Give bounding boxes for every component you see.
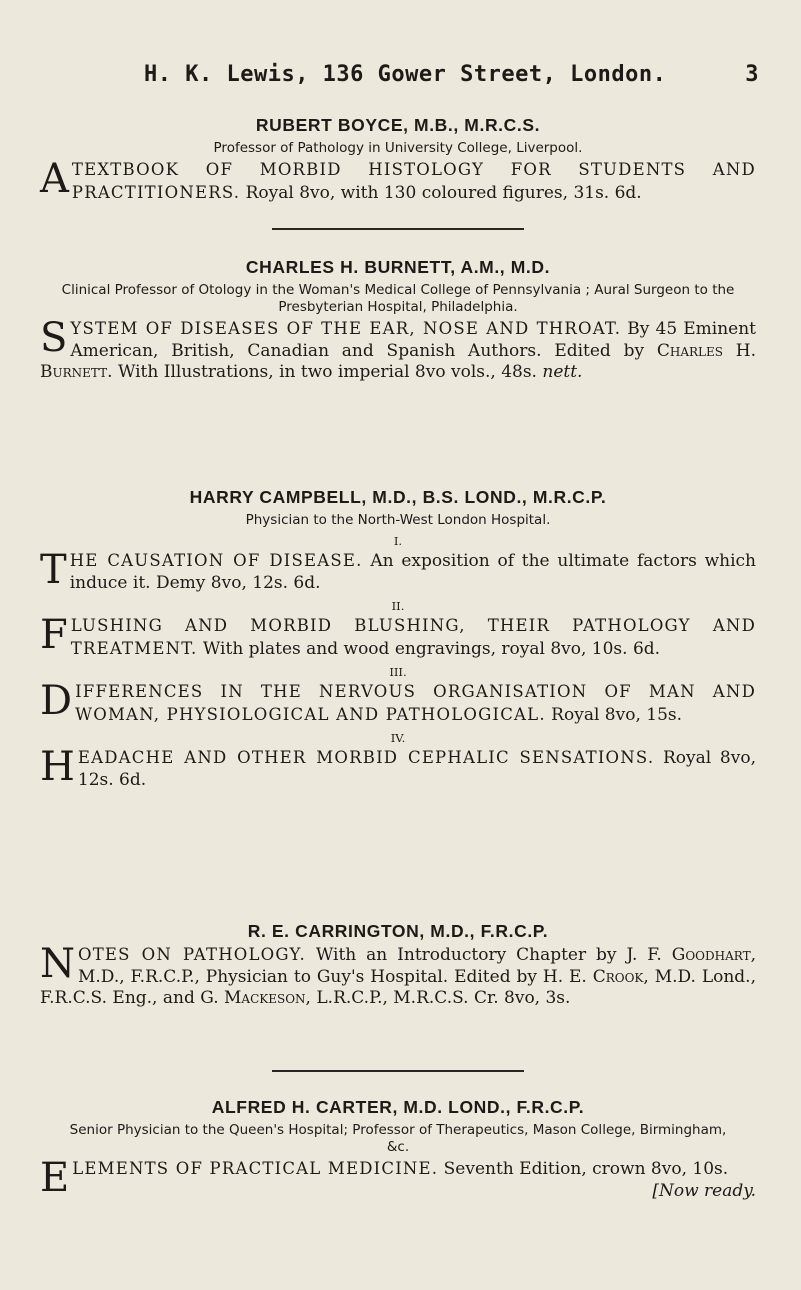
drop-cap: E [40,1155,70,1201]
book-title: OTES ON PATHOLOGY. [78,945,306,964]
book-details: Seventh Edition, crown 8vo, 10s. [438,1159,729,1179]
price-note: nett. [542,362,583,382]
book-title: EADACHE AND OTHER MORBID CEPHALIC SENSATIONS. [77,748,655,767]
book-details: By 45 Eminent American, British, Canadian and Spanish Authors. Edited by [70,319,757,361]
author-affiliation: Professor of Pathology in University College, Liverpool. [213,140,583,156]
work-numeral: III. [389,665,407,679]
author-name: RUBERT BOYCE, M.B., M.R.C.S. [255,115,541,135]
entry-burnett [40,256,756,384]
book-entry [40,1155,756,1201]
page-number: 3 [745,62,759,87]
author-name: CHARLES H. BURNETT, A.M., M.D. [245,257,551,277]
drop-cap: T [40,547,67,593]
work-numeral: II. [391,599,405,613]
availability-status: [Now ready. [652,1180,756,1201]
book-details: Royal 8vo, with 130 coloured figures, 31s. 6d. [240,182,642,203]
book-details: An exposition of the ultimate factors which induce it. Demy 8vo, 12s. 6d. [69,551,756,593]
book-title: TEXTBOOK OF MORBID HISTOLOGY FOR STUDENTS AND PRACTITIONERS. [71,160,756,202]
book-details: Royal 8vo, 15s. [545,704,683,725]
book-entry [40,315,757,384]
contributor-name: Goodhart, [671,945,757,965]
work-numeral: IV. [390,731,406,745]
contributor-name: Mackeson, [224,988,311,1008]
author-name: HARRY CAMPBELL, M.D., B.S. LOND., M.R.C.P. [189,487,607,507]
entry-boyce [40,114,756,204]
author-affiliation: Senior Physician to the Queen's Hospital; Professor of Therapeutics, Mason College, Birmingham, &c. [69,1122,727,1155]
book-details-2: With Illustrations, in two imperial 8vo vols., 48s. [112,362,543,382]
drop-cap: N [40,941,75,987]
book-details-2: M.D., F.R.C.P., Physician to Guy's Hospital. Edited by H. E. [78,966,593,987]
drop-cap: H [40,744,75,790]
book-entry [40,547,756,594]
book-details: With an Introductory Chapter by J. F. [305,945,672,965]
publisher-address: H. K. Lewis, 136 Gower Street, London. [144,62,667,87]
book-entry [40,156,756,204]
section-divider [272,228,524,230]
book-details: Royal 8vo, 12s. 6d. [77,748,756,790]
book-details: With plates and wood engravings, royal 8vo, 10s. 6d. [197,638,661,659]
author-affiliation: Clinical Professor of Otology in the Woman's Medical College of Pennsylvania ; Aural Surgeon to the Presbyterian Hospital, Philadelphia. [61,282,735,315]
section-divider [272,1070,524,1072]
book-details-4: L.R.C.P., M.R.C.S. Cr. 8vo, 3s. [310,988,571,1008]
book-title: LEMENTS OF PRACTICAL MEDICINE. [72,1159,439,1178]
book-title: HE CAUSATION OF DISEASE. [69,551,363,570]
entry-carrington [40,920,756,1010]
book-entry [40,678,756,726]
book-title: IFFERENCES IN THE NERVOUS ORGANISATION OF MAN AND WOMAN, PHYSIOLOGICAL AND PATHOLOGICAL. [75,682,756,724]
editor-name: Crook, [592,966,649,987]
drop-cap: S [40,315,68,361]
author-affiliation: Physician to the North-West London Hospital. [245,512,551,528]
book-editor: Charles H. Burnett. [40,340,756,382]
work-numeral: I. [393,534,403,548]
book-entry [40,612,756,660]
drop-cap: D [40,678,73,724]
book-title: LUSHING AND MORBID BLUSHING, THEIR PATHOLOGY AND TREATMENT. [70,616,756,658]
book-entry [40,744,756,791]
book-entry [40,941,757,1010]
drop-cap: A [40,156,69,202]
book-details-3: M.D. Lond., F.R.C.S. Eng., and G. [40,966,756,1008]
book-title: YSTEM OF DISEASES OF THE EAR, NOSE AND THROAT. [70,319,622,338]
drop-cap: F [40,612,68,658]
entry-carter [40,1096,756,1202]
author-name: ALFRED H. CARTER, M.D. LOND., F.R.C.P. [211,1097,585,1117]
author-name: R. E. CARRINGTON, M.D., F.R.C.P. [247,921,549,941]
running-head [60,62,759,87]
entry-campbell [40,486,756,791]
